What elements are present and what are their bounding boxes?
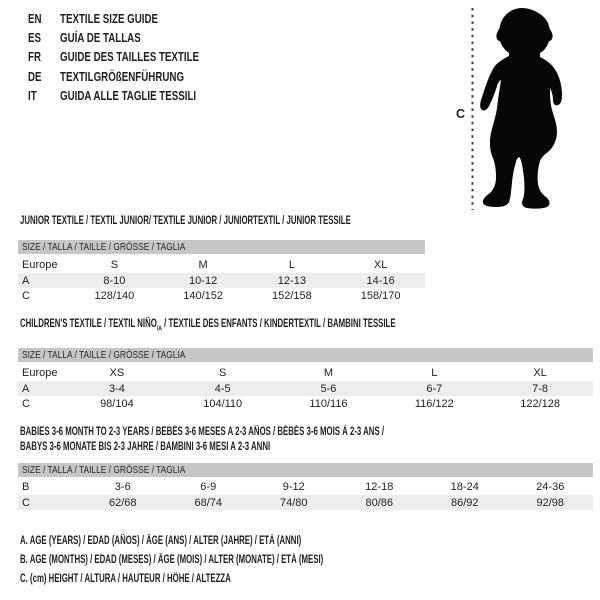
value-cell: 128/140 xyxy=(94,290,135,302)
table-row-height xyxy=(18,396,593,412)
region-label: Europe xyxy=(22,366,58,379)
value-cell: 8-10 xyxy=(103,274,126,287)
row-label: C xyxy=(22,496,30,509)
size-column-header: XL xyxy=(533,366,547,379)
size-column-header: XS xyxy=(109,366,125,379)
value-cell: 86/92 xyxy=(450,496,479,509)
legend-line-a: A. AGE (YEARS) / EDAD (AÑOS) / ÂGE (ANS) / ALTER (JAHRE) / ETÀ (ANNI) xyxy=(20,535,302,547)
value-cell: 80/86 xyxy=(365,496,394,509)
row-label: C xyxy=(22,290,30,302)
language-row-es xyxy=(28,28,245,47)
junior-size-table xyxy=(18,240,425,304)
column-header-row xyxy=(18,364,593,381)
height-measure-label: C xyxy=(456,107,466,121)
legend-line-c: C. (cm) HEIGHT / ALTURA / HAUTEUR / HÖHE / ALTEZZA xyxy=(20,572,231,585)
value-cell: 116/122 xyxy=(414,398,454,410)
language-label: GUIDA ALLE TAGLIE TESSILI xyxy=(60,87,197,103)
value-cell: 10-12 xyxy=(189,274,218,287)
language-code: EN xyxy=(28,11,42,26)
value-cell: 12-13 xyxy=(277,274,306,287)
size-column-header: L xyxy=(288,258,295,271)
value-cell: 4-5 xyxy=(214,382,231,395)
language-row-de xyxy=(28,67,245,86)
value-cell: 24-36 xyxy=(536,481,565,493)
region-label: Europe xyxy=(22,258,58,271)
size-column-header: XL xyxy=(373,258,388,271)
value-cell: 7-8 xyxy=(532,382,549,395)
row-label: A xyxy=(22,382,30,395)
baby-figure xyxy=(478,6,578,217)
value-cell: 98/104 xyxy=(100,398,134,410)
value-cell: 92/98 xyxy=(536,496,565,509)
value-cell: 9-12 xyxy=(282,481,305,493)
language-row-fr xyxy=(28,47,245,66)
children-table-title: CHILDREN'S TEXTILE / TEXTIL $NIÑO_{/A}$ / TEXTILE DES ENFANTS / KINDERTEXTIL / BAMBINI TESSILE xyxy=(20,318,396,333)
column-header-row xyxy=(18,256,425,273)
value-cell: 14-16 xyxy=(366,274,395,287)
value-cell: 6-9 xyxy=(200,481,217,493)
table-row-height xyxy=(18,495,593,510)
language-code: DE xyxy=(28,68,42,84)
legend-line-b: B. AGE (MONTHS) / EDAD (MESES) / ÂGE (MOIS) / ALTER (MONATE) / ETÀ (MESI) xyxy=(20,553,324,566)
value-cell: 18-24 xyxy=(450,481,479,493)
value-cell: 140/152 xyxy=(183,290,223,302)
children-size-table xyxy=(18,348,593,412)
row-label: A xyxy=(22,274,30,287)
babies-table-title: BABIES 3-6 MONTH TO 2-3 YEARS / BEBÉS 3-6 MESES A 2-3 AÑOS / BÉBÉS 3-6 MOIS À 2-3 ANS / BABYS 3-6 MONATE BIS 2-3 JAHRE / BAMBINI 3-6 MESI A 2-3 ANNI xyxy=(20,426,385,453)
value-cell: 6-7 xyxy=(426,382,443,395)
language-row-en xyxy=(28,9,245,28)
size-column-header: S xyxy=(110,258,119,271)
junior-table-title: JUNIOR TEXTILE / TEXTIL JUNIOR/ TEXTILE JUNIOR / JUNIORTEXTIL / JUNIOR TESSILE xyxy=(20,215,351,227)
value-cell: 74/80 xyxy=(279,496,308,509)
size-column-header: S xyxy=(219,366,227,379)
value-cell: 62/68 xyxy=(108,496,137,509)
language-label: GUIDE DES TAILLES TEXTILE xyxy=(60,49,200,65)
row-label: C xyxy=(22,398,30,410)
size-column-header: L xyxy=(431,366,438,379)
language-label: TEXTILGRÖßENFÜHRUNG xyxy=(60,68,185,84)
babies-size-table xyxy=(18,463,593,510)
language-code: FR xyxy=(28,49,42,65)
value-cell: 122/128 xyxy=(520,398,560,410)
value-cell: 68/74 xyxy=(194,496,223,509)
table-row-months xyxy=(18,479,593,495)
value-cell: 12-18 xyxy=(365,481,394,493)
language-list xyxy=(28,9,245,105)
language-code: ES xyxy=(28,30,42,46)
language-label: GUÍA DE TALLAS xyxy=(60,30,141,46)
language-code: IT xyxy=(28,87,37,103)
size-header-bar: SIZE / TALLA / TAILLE / GRÖSSE / TAGLIA xyxy=(18,240,425,254)
language-label: TEXTILE SIZE GUIDE xyxy=(60,11,159,26)
value-cell: 3-4 xyxy=(108,382,125,395)
value-cell: 110/116 xyxy=(309,398,348,410)
dotted-line-icon xyxy=(471,8,474,210)
size-column-header: M xyxy=(323,366,334,379)
value-cell: 3-6 xyxy=(114,481,131,493)
legend xyxy=(20,532,466,588)
language-row-it xyxy=(28,86,245,105)
size-header-bar: SIZE / TALLA / TAILLE / GRÖSSE / TAGLIA xyxy=(18,348,593,362)
value-cell: 104/110 xyxy=(203,398,243,410)
baby-silhouette-icon xyxy=(478,6,578,212)
size-column-header: M xyxy=(198,258,208,271)
size-header-bar: SIZE / TALLA / TAILLE / GRÖSSE / TAGLIA xyxy=(18,463,593,477)
height-measure-line xyxy=(471,8,474,215)
value-cell: 5-6 xyxy=(320,382,337,395)
value-cell: 158/170 xyxy=(360,290,401,302)
table-row-height xyxy=(18,288,425,304)
table-row-age xyxy=(18,273,425,288)
value-cell: 152/158 xyxy=(271,290,312,302)
row-label: B xyxy=(22,481,30,493)
table-row-age xyxy=(18,381,593,396)
